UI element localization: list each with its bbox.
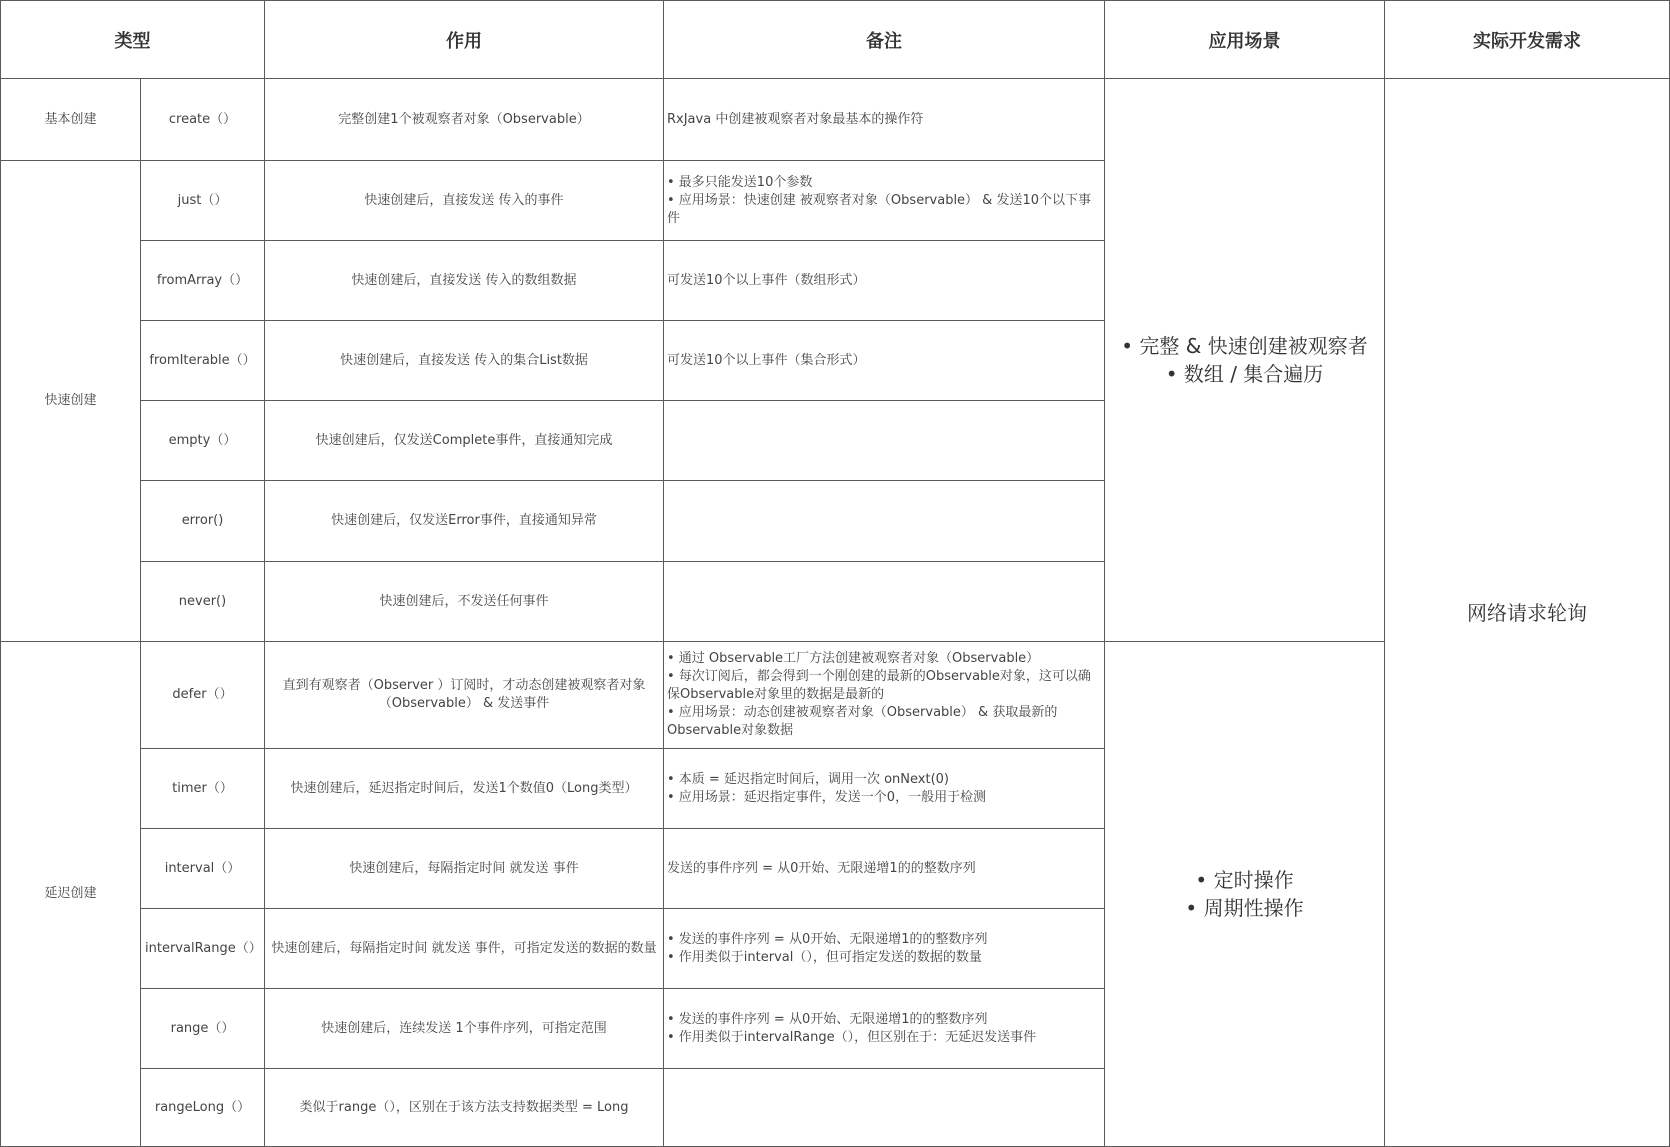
note-lines — [667, 174, 1102, 228]
note-lines — [667, 931, 988, 967]
operator-name: fromIterable（） — [140, 320, 265, 401]
header-note: 备注 — [663, 0, 1105, 79]
note-lines — [667, 111, 923, 129]
operator-note — [663, 641, 1105, 749]
operator-note — [663, 400, 1105, 481]
operator-name: empty（） — [140, 400, 265, 481]
operator-purpose: 直到有观察者（Observer ）订阅时，才动态创建被观察者对象（Observable） & 发送事件 — [264, 641, 664, 749]
scenario-line: • 数组 / 集合遍历 — [1165, 362, 1324, 386]
operator-note — [663, 320, 1105, 401]
note-line: 发送的事件序列 = 从0开始、无限递增1的的整数序列 — [667, 860, 976, 876]
operator-name: just（） — [140, 160, 265, 241]
operator-name: timer（） — [140, 748, 265, 829]
scenario-line: • 周期性操作 — [1185, 896, 1304, 920]
requirement-cell: 网络请求轮询 — [1384, 78, 1670, 1147]
operator-purpose: 快速创建后，直接发送 传入的数组数据 — [264, 240, 664, 321]
note-line: 可发送10个以上事件（数组形式） — [667, 272, 866, 288]
operator-purpose: 快速创建后，每隔指定时间 就发送 事件，可指定发送的数据的数量 — [264, 908, 664, 989]
operator-note — [663, 908, 1105, 989]
operator-name: rangeLong（） — [140, 1068, 265, 1147]
note-line: 可发送10个以上事件（集合形式） — [667, 352, 866, 368]
operator-name: range（） — [140, 988, 265, 1069]
note-line: RxJava 中创建被观察者对象最基本的操作符 — [667, 111, 924, 127]
operator-note — [663, 1068, 1105, 1147]
operator-note — [663, 78, 1105, 161]
scenario-line: • 完整 & 快速创建被观察者 — [1121, 334, 1368, 358]
scenario-line: • 定时操作 — [1195, 868, 1294, 892]
note-lines — [667, 1011, 1036, 1047]
scenario-creation — [1104, 78, 1385, 642]
note-line: • 应用场景：快速创建 被观察者对象（Observable） & 发送10个以下事件 — [667, 192, 1091, 226]
operator-note — [663, 480, 1105, 562]
operator-purpose: 快速创建后，每隔指定时间 就发送 事件 — [264, 828, 664, 909]
operator-name: never() — [140, 561, 265, 642]
note-line: • 最多只能发送10个参数 — [667, 174, 813, 190]
note-line: • 应用场景：延迟指定事件，发送一个0，一般用于检测 — [667, 789, 987, 805]
operator-purpose: 快速创建后，仅发送Error事件，直接通知异常 — [264, 480, 664, 562]
note-lines — [667, 771, 986, 807]
operator-name: defer（） — [140, 641, 265, 749]
operator-purpose: 快速创建后，延迟指定时间后，发送1个数值0（Long类型） — [264, 748, 664, 829]
operator-note — [663, 561, 1105, 642]
header-requirement: 实际开发需求 — [1384, 0, 1670, 79]
operator-purpose: 类似于range（），区别在于该方法支持数据类型 = Long — [264, 1068, 664, 1147]
note-lines — [667, 650, 1102, 740]
operator-name: intervalRange（） — [140, 908, 265, 989]
header-type: 类型 — [0, 0, 265, 79]
group-basic: 基本创建 — [0, 78, 141, 161]
note-lines — [667, 352, 866, 370]
header-purpose: 作用 — [264, 0, 664, 79]
note-line: • 通过 Observable工厂方法创建被观察者对象（Observable） — [667, 651, 1040, 666]
note-line: • 作用类似于interval（），但可指定发送的数据的数量 — [667, 949, 982, 965]
note-line: • 发送的事件序列 = 从0开始、无限递增1的的整数序列 — [667, 1011, 988, 1027]
operator-note — [663, 988, 1105, 1069]
note-line: • 发送的事件序列 = 从0开始、无限递增1的的整数序列 — [667, 931, 988, 947]
note-line: • 作用类似于intervalRange（），但区别在于：无延迟发送事件 — [667, 1029, 1037, 1045]
operator-note — [663, 748, 1105, 829]
group-quick: 快速创建 — [0, 160, 141, 642]
operator-name: interval（） — [140, 828, 265, 909]
note-lines — [667, 860, 976, 878]
note-line: • 应用场景：动态创建被观察者对象（Observable） & 获取最新的Observable对象数据 — [667, 705, 1058, 738]
operator-purpose: 快速创建后，直接发送 传入的集合List数据 — [264, 320, 664, 401]
scenario-timing — [1104, 641, 1385, 1147]
operator-note — [663, 160, 1105, 241]
note-lines — [667, 272, 866, 290]
operator-purpose: 快速创建后，仅发送Complete事件，直接通知完成 — [264, 400, 664, 481]
operator-name: error() — [140, 480, 265, 562]
operator-note — [663, 240, 1105, 321]
header-scenario: 应用场景 — [1104, 0, 1385, 79]
operator-purpose: 快速创建后，直接发送 传入的事件 — [264, 160, 664, 241]
operator-purpose: 快速创建后，连续发送 1个事件序列，可指定范围 — [264, 988, 664, 1069]
operator-purpose: 快速创建后，不发送任何事件 — [264, 561, 664, 642]
operator-name: fromArray（） — [140, 240, 265, 321]
note-line: • 每次订阅后，都会得到一个刚创建的最新的Observable对象，这可以确保Observable对象里的数据是最新的 — [667, 669, 1091, 702]
operator-name: create（） — [140, 78, 265, 161]
note-line: • 本质 = 延迟指定时间后，调用一次 onNext(0) — [667, 771, 949, 787]
operator-purpose: 完整创建1个被观察者对象（Observable） — [264, 78, 664, 161]
operator-note — [663, 828, 1105, 909]
group-deferred: 延迟创建 — [0, 641, 141, 1147]
